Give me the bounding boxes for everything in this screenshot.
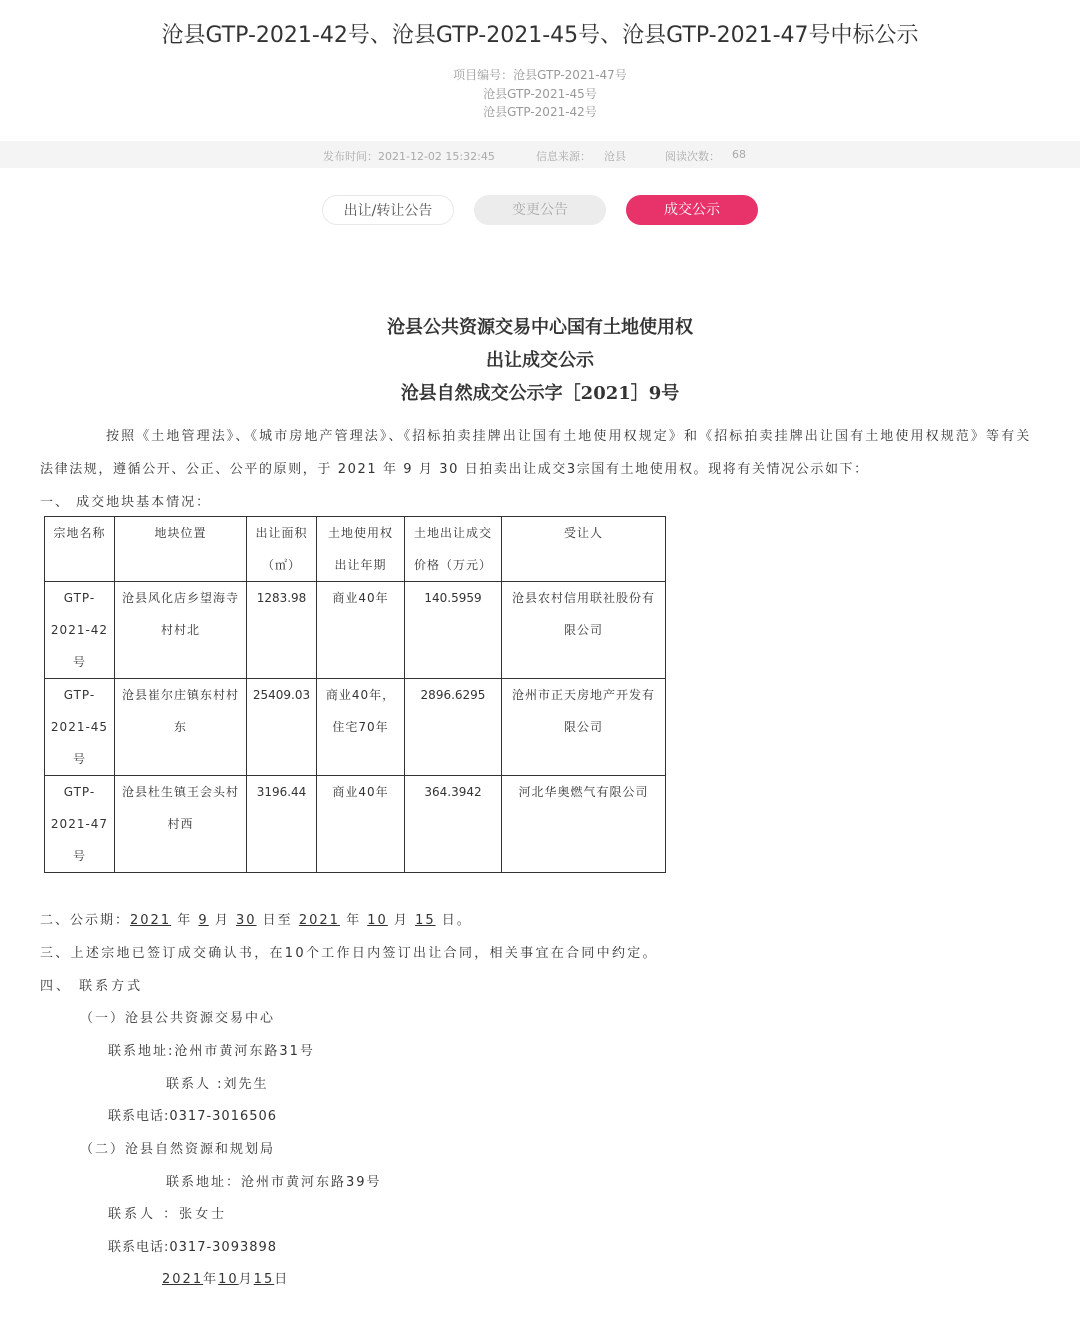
contact-1-phone: 联系电话:0317-3016506 — [108, 1109, 278, 1124]
project-codes — [0, 66, 1080, 122]
publish-time: 发布时间：2021-12-02 15:32:45 — [323, 150, 495, 163]
parcel-name: GTP- 2021-45 号 — [45, 679, 115, 776]
header-cell: 地块位置 — [115, 517, 247, 582]
project-code: 沧县GTP-2021-45号 — [483, 86, 597, 101]
doc-subtitle: 出让成交公示 — [486, 350, 594, 371]
views-value: 68 — [732, 148, 746, 161]
parcel-buyer: 河北华奥燃气有限公司 — [502, 776, 666, 873]
project-code: 沧县GTP-2021-42号 — [483, 105, 597, 119]
section-3: 三、上述宗地已签订成交确认书，在10个工作日内签订出让合同，相关事宜在合同中约定。 — [40, 946, 658, 961]
table-row — [45, 679, 666, 776]
contact-1-address: 联系地址:沧州市黄河东路31号 — [108, 1044, 315, 1059]
source-label: 信息来源： — [536, 150, 591, 163]
source-value: 沧县 — [604, 150, 626, 163]
table-row — [45, 776, 666, 873]
parcel-term: 商业40年， 住宅70年 — [317, 679, 405, 776]
parcel-location: 沧县崔尔庄镇东村村 东 — [115, 679, 247, 776]
parcel-area: 1283.98 — [247, 582, 317, 679]
header-cell: 受让人 — [502, 517, 666, 582]
contact-2-phone: 联系电话:0317-3093898 — [108, 1240, 278, 1255]
parcel-buyer: 沧县农村信用联社股份有 限公司 — [502, 582, 666, 679]
contact-2-person: 联系人 ：张女士 — [108, 1207, 228, 1222]
parcel-buyer: 沧州市正天房地产开发有 限公司 — [502, 679, 666, 776]
parcel-term: 商业40年 — [317, 582, 405, 679]
header-cell: 土地使用权 出让年期 — [317, 517, 405, 582]
table-header-row — [45, 517, 666, 582]
parcel-location: 沧县杜生镇王会头村 村西 — [115, 776, 247, 873]
contact-1-person: 联系人 :刘先生 — [166, 1077, 269, 1092]
tab-change-notice[interactable]: 变更公告 — [474, 195, 606, 225]
parcel-price: 2896.6295 — [405, 679, 502, 776]
doc-number: 沧县自然成交公示字［2021］9号 — [400, 383, 680, 404]
parcel-price: 140.5959 — [405, 582, 502, 679]
views-label: 阅读次数： — [665, 150, 720, 163]
intro-line-2: 法律法规，遵循公开、公正、公平的原则，于 2021 年 9 月 30 日拍卖出让成交3宗国有土地使用权。现将有关情况公示如下： — [40, 462, 869, 477]
section-4-heading: 四、 联系方式 — [40, 979, 144, 994]
tab-deal-notice[interactable]: 成交公示 — [626, 195, 758, 225]
parcel-term: 商业40年 — [317, 776, 405, 873]
header-cell: 土地出让成交 价格（万元） — [405, 517, 502, 582]
notice-tabs — [0, 195, 1080, 227]
section-2-notice-period: 二、公示期：2021 年 9 月 30 日至 2021 年 10 月 15 日。 — [40, 913, 472, 928]
contact-2-address: 联系地址：沧州市黄河东路39号 — [166, 1175, 382, 1190]
land-table — [44, 516, 666, 873]
parcel-location: 沧县风化店乡望海寺 村村北 — [115, 582, 247, 679]
doc-title: 沧县公共资源交易中心国有土地使用权 — [387, 317, 693, 338]
intro-line-1: 按照《土地管理法》、《城市房地产管理法》、《招标拍卖挂牌出让国有土地使用权规定》和《招标拍卖挂牌出让国有土地使用权规范》等有关 — [106, 429, 1032, 444]
contact-1-title: （一）沧县公共资源交易中心 — [80, 1011, 276, 1026]
page-title: 沧县GTP-2021-42号、沧县GTP-2021-45号、沧县GTP-2021-47号中标公示 — [161, 23, 919, 48]
contact-2-title: （二）沧县自然资源和规划局 — [80, 1142, 276, 1157]
notice-date: 2021年10月15日 — [162, 1272, 290, 1287]
parcel-area: 3196.44 — [247, 776, 317, 873]
table-row — [45, 582, 666, 679]
header-cell: 宗地名称 — [45, 517, 115, 582]
parcel-price: 364.3942 — [405, 776, 502, 873]
parcel-name: GTP- 2021-47 号 — [45, 776, 115, 873]
project-code: 项目编号：沧县GTP-2021-47号 — [453, 68, 627, 82]
parcel-name: GTP- 2021-42 号 — [45, 582, 115, 679]
section-1-heading: 一、 成交地块基本情况： — [40, 495, 212, 510]
tab-transfer-notice[interactable]: 出让/转让公告 — [322, 195, 454, 225]
header-cell: 出让面积 （㎡） — [247, 517, 317, 582]
parcel-area: 25409.03 — [247, 679, 317, 776]
meta-bar — [0, 141, 1080, 168]
